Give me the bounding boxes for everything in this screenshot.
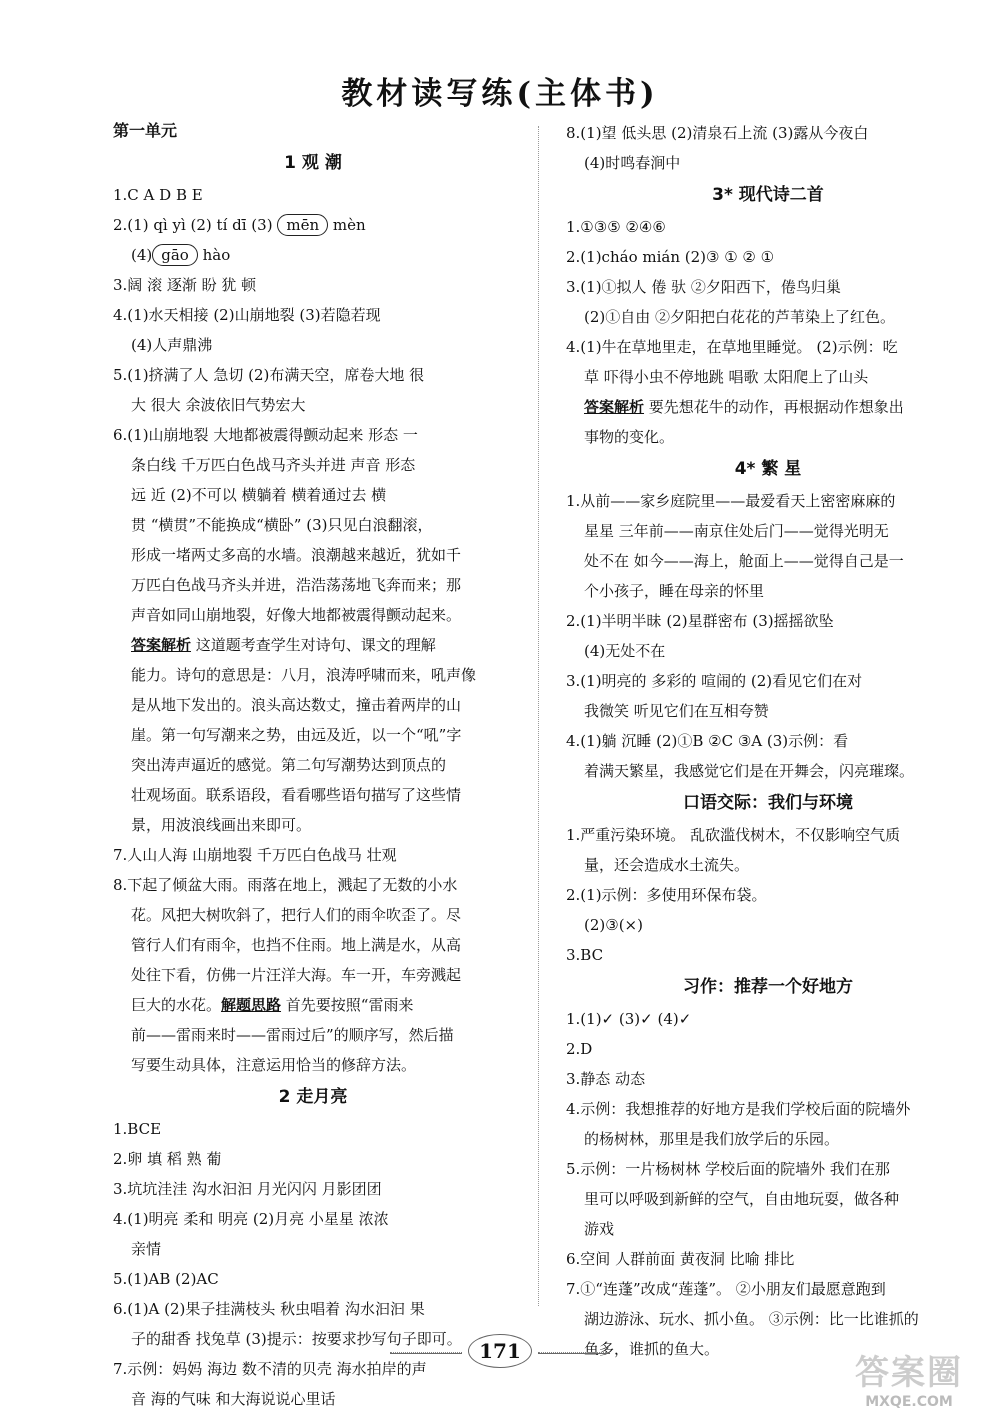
answer-line: 亲情: [131, 1240, 162, 1258]
answer-line: 形成一堵两丈多高的水墙。浪潮越来越近，犹如千: [131, 546, 462, 564]
answer-line: 1.C A D B E: [113, 186, 203, 204]
answer-line: 游戏: [584, 1220, 615, 1238]
pinyin-circled: gāo: [152, 244, 198, 266]
answer-line: 我微笑 听见它们在互相夸赞: [584, 702, 769, 720]
answer-line: 条白线 千万匹白色战马齐头并进 声音 形态: [131, 456, 416, 474]
answer-line: 5.示例：一片杨树林 学校后面的院墙外 我们在那: [566, 1160, 890, 1178]
column-divider: [538, 126, 539, 1306]
answer-line: 3.阔 滚 逐渐 盼 犹 顿: [113, 276, 257, 294]
answer-note: 是从地下发出的。浪头高达数丈，撞击着两岸的山: [131, 696, 462, 714]
answer-line: 2.(1) qì yì (2) tí dī (3) mēn mèn: [113, 216, 366, 234]
answer-line: 4.示例：我想推荐的好地方是我们学校后面的院墙外: [566, 1100, 911, 1118]
answer-line: 4.(1)牛在草地里走，在草地里睡觉。 (2)示例：吃: [566, 338, 898, 356]
note-label: 答案解析: [584, 398, 645, 416]
answer-line: 湖边游泳、玩水、抓小鱼。 ③示例：比一比谁抓的: [584, 1310, 919, 1328]
answer-line: 处不在 如今——海上，舱面上——觉得自己是一: [584, 552, 904, 570]
answer-line: 着满天繁星，我感觉它们是在开舞会，闪亮璀璨。: [584, 762, 915, 780]
answer-note: 景，用波浪线画出来即可。: [131, 816, 312, 834]
answer-line: 1.严重污染环境。 乱砍滥伐树木，不仅影响空气质: [566, 826, 901, 844]
answer-line: 草 吓得小虫不停地跳 唱歌 太阳爬上了山头: [584, 368, 869, 386]
answer-note: 前——雷雨来时——雷雨过后”的顺序写，然后描: [131, 1026, 454, 1044]
answer-line: 7.示例：妈妈 海边 数不清的贝壳 海水拍岸的声: [113, 1360, 427, 1378]
note-label: 答案解析: [131, 636, 192, 654]
answer-line: 2.卵 填 稻 熟 葡: [113, 1150, 222, 1168]
answer-line: 6.空间 人群前面 黄夜洞 比喻 排比: [566, 1250, 795, 1268]
answer-line: 量，还会造成水土流失。: [584, 856, 750, 874]
answer-line: 3.(1)明亮的 多彩的 喧闹的 (2)看见它们在对: [566, 672, 863, 690]
answer-line: 贯 “横贯”不能换成“横卧” (3)只见白浪翻滚，: [131, 516, 433, 534]
answer-line: 大 很大 余波依旧气势宏大: [131, 396, 306, 414]
answer-line: 远 近 (2)不可以 横躺着 横着通过去 横: [131, 486, 387, 504]
answer-line: 7.人山人海 山崩地裂 千万匹白色战马 壮观: [113, 846, 397, 864]
answer-line: 7.①“连蓬”改成“莲蓬”。 ②小朋友们最愿意跑到: [566, 1280, 886, 1298]
answer-line: 6.(1)山崩地裂 大地都被震得颤动起来 形态 一: [113, 426, 418, 444]
answer-line: 音 海的气味 和大海说说心里话: [131, 1390, 336, 1408]
answer-line: 1.①③⑤ ②④⑥: [566, 218, 666, 236]
answer-line: 4.(1)躺 沉睡 (2)①B ②C ③A (3)示例：看: [566, 732, 849, 750]
answer-line: 管行人们有雨伞，也挡不住雨。地上满是水，从高: [131, 936, 462, 954]
pinyin-circled: mēn: [277, 214, 328, 236]
page-number-rule: [390, 1352, 462, 1354]
answer-line: 4.(1)明亮 柔和 明亮 (2)月亮 小星星 浓浓: [113, 1210, 389, 1228]
answer-note: 答案解析 这道题考查学生对诗句、课文的理解: [131, 636, 436, 654]
answer-note: 能力。诗句的意思是：八月，浪涛呼啸而来，吼声像: [131, 666, 477, 684]
answer-line: (4)时鸣春涧中: [584, 154, 681, 172]
answer-note: 壮观场面。联系语段，看看哪些语句描写了这些情: [131, 786, 462, 804]
answer-line: 3.BC: [566, 946, 604, 964]
answer-line: 3.(1)①拟人 倦 驮 ②夕阳西下，倦鸟归巢: [566, 278, 841, 296]
lesson-heading-1: 1 观 潮: [284, 153, 342, 173]
answer-line: 的杨树林，那里是我们放学后的乐园。: [584, 1130, 840, 1148]
note-label: 解题思路: [221, 996, 282, 1014]
answer-line: 6.(1)A (2)果子挂满枝头 秋虫唱着 沟水汩汩 果: [113, 1300, 425, 1318]
answer-line: 里可以呼吸到新鲜的空气，自由地玩耍，做各种: [584, 1190, 900, 1208]
answer-line: 2.(1)半明半昧 (2)星群密布 (3)摇摇欲坠: [566, 612, 834, 630]
answer-line: (4)人声鼎沸: [131, 336, 213, 354]
answer-line: 花。风把大树吹斜了，把行人们的雨伞吹歪了。尽: [131, 906, 462, 924]
answer-line: 5.(1)挤满了人 急切 (2)布满天空，席卷大地 很: [113, 366, 425, 384]
right-column: [566, 118, 970, 1364]
answer-line: 声音如同山崩地裂，好像大地都被震得颤动起来。: [131, 606, 462, 624]
page-number-value: 171: [468, 1334, 532, 1368]
watermark-big: 答案圈: [855, 1353, 963, 1393]
answer-note: 写要生动具体，注意运用恰当的修辞方法。: [131, 1056, 417, 1074]
answer-line: 4.(1)水天相接 (2)山崩地裂 (3)若隐若现: [113, 306, 381, 324]
answer-line: 子的甜香 找兔草 (3)提示：按要求抄写句子即可。: [131, 1330, 462, 1348]
watermark-small: MXQE.COM: [865, 1394, 953, 1410]
answer-line: 5.(1)AB (2)AC: [113, 1270, 219, 1288]
answer-line: 1.BCE: [113, 1120, 162, 1138]
answer-line: 8.(1)望 低头思 (2)清泉石上流 (3)露从今夜白: [566, 124, 869, 142]
answer-note: 事物的变化。: [584, 428, 675, 446]
answer-line: 1.从前——家乡庭院里——最爱看天上密密麻麻的: [566, 492, 896, 510]
answer-line: 鱼多，谁抓的鱼大。: [584, 1340, 720, 1358]
answer-note: 答案解析 要先想花牛的动作，再根据动作想象出: [584, 398, 904, 416]
lesson-heading-6: 习作：推荐一个好地方: [683, 977, 853, 997]
lesson-heading-2: 2 走月亮: [278, 1087, 348, 1107]
lesson-heading-3: 3* 现代诗二首: [712, 185, 824, 205]
lesson-heading-4: 4* 繁 星: [734, 459, 802, 479]
answer-line: 万匹白色战马齐头并进，浩浩荡荡地飞奔而来；那: [131, 576, 462, 594]
page-number-rule: [538, 1352, 610, 1354]
answer-line: 2.D: [566, 1040, 593, 1058]
answer-line: (4)无处不在: [584, 642, 666, 660]
unit-heading: 第一单元: [113, 121, 178, 140]
lesson-heading-5: 口语交际：我们与环境: [683, 793, 853, 813]
answer-line: 2.(1)示例：多使用环保布袋。: [566, 886, 767, 904]
page-title: 教材读写练(主体书): [341, 76, 659, 112]
answer-line: 个小孩子，睡在母亲的怀里: [584, 582, 765, 600]
answer-line: (2)①自由 ②夕阳把白花花的芦苇染上了红色。: [584, 308, 896, 326]
answer-line: 1.(1)✓ (3)✓ (4)✓: [566, 1010, 692, 1028]
answer-line: 2.(1)cháo mián (2)③ ① ② ①: [566, 248, 775, 266]
watermark-logo: [855, 1345, 963, 1410]
answer-note: 巨大的水花。解题思路 首先要按照“雷雨来: [131, 996, 414, 1014]
answer-line: 处往下看，仿佛一片汪洋大海。车一开，车旁溅起: [131, 966, 462, 984]
answer-line: (4) gāo hào: [131, 246, 231, 264]
answer-line: 星星 三年前——南京住处后门——觉得光明无: [584, 522, 889, 540]
answer-note: 突出涛声逼近的感觉。第二句写潮势达到顶点的: [131, 756, 447, 774]
left-column: [113, 118, 513, 1414]
answer-line: 3.坑坑洼洼 沟水汩汩 月光闪闪 月影团团: [113, 1180, 382, 1198]
page-number: [0, 1334, 1000, 1368]
answer-line: 3.静态 动态: [566, 1070, 646, 1088]
answer-line: (2)③(×): [584, 916, 643, 934]
answer-line: 8.下起了倾盆大雨。雨落在地上，溅起了无数的小水: [113, 876, 458, 894]
answer-note: 崖。第一句写潮来之势，由远及近，以一个“吼”字: [131, 726, 462, 744]
